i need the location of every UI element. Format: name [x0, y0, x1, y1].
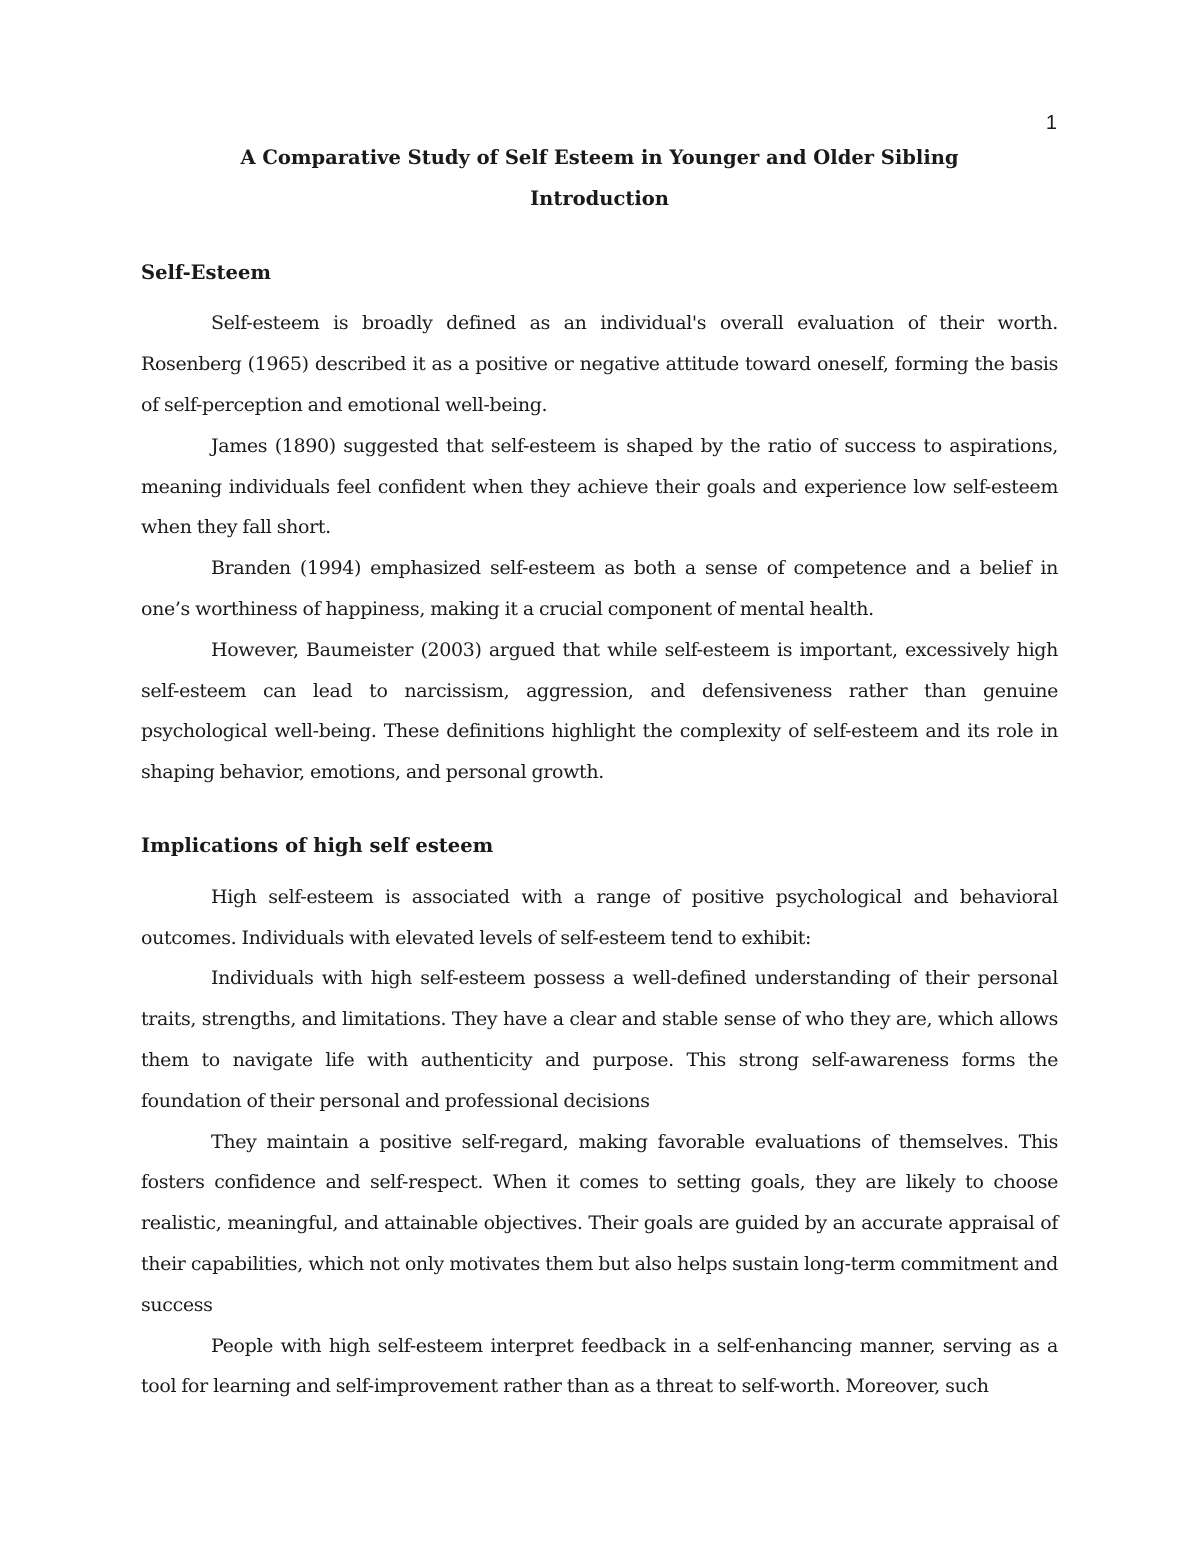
paragraph: Branden (1994) emphasized self-esteem as both a sense of competence and a belief in one’s worthiness of happiness, making it a crucial component of mental health. — [141, 557, 1058, 620]
document-body — [141, 138, 1058, 1407]
paragraph: However, Baumeister (2003) argued that while self-esteem is important, excessively high self-esteem can lead to narcissism, aggression, and defensiveness rather than genuine psychological well-being. These definitions highlight the complexity of self-esteem and its role in shaping behavior, emotions, and personal growth. — [141, 638, 1058, 784]
section-heading: Self-Esteem — [141, 260, 271, 284]
section-heading: Implications of high self esteem — [141, 833, 494, 857]
paragraph: Self-esteem is broadly defined as an individual's overall evaluation of their worth. Rosenberg (1965) described it as a positive or negative attitude toward oneself, forming the basis of self-perception and emotional well-being. — [141, 312, 1058, 416]
paragraph: James (1890) suggested that self-esteem is shaped by the ratio of success to aspirations, meaning individuals feel confident when they achieve their goals and experience low self-esteem when they fall short. — [141, 434, 1058, 539]
paragraph: They maintain a positive self-regard, making favorable evaluations of themselves. This fosters confidence and self-respect. When it comes to setting goals, they are likely to choose realistic, meaningful, and attainable objectives. Their goals are guided by an accurate appraisal of their capabilities, which not only motivates them but also helps sustain long-term commitment and success — [141, 1130, 1058, 1316]
section-implications — [141, 826, 1058, 1407]
paragraph: People with high self-esteem interpret feedback in a self-enhancing manner, serving as a tool for learning and self-improvement rather than as a threat to self-worth. Moreover, such — [141, 1334, 1058, 1398]
page-number: 1 — [1045, 112, 1057, 134]
paragraph: Individuals with high self-esteem possess a well-defined understanding of their personal traits, strengths, and limitations. They have a clear and stable sense of who they are, which allows them to navigate life with authenticity and purpose. This strong self-awareness forms the foundation of their personal and professional decisions — [141, 967, 1058, 1112]
document-title: A Comparative Study of Self Esteem in Younger and Older Sibling — [240, 146, 959, 169]
section-self-esteem — [141, 253, 1058, 793]
document-subtitle: Introduction — [530, 186, 669, 210]
paragraph: High self-esteem is associated with a range of positive psychological and behavioral outcomes. Individuals with elevated levels of self-esteem tend to exhibit: — [141, 885, 1058, 949]
